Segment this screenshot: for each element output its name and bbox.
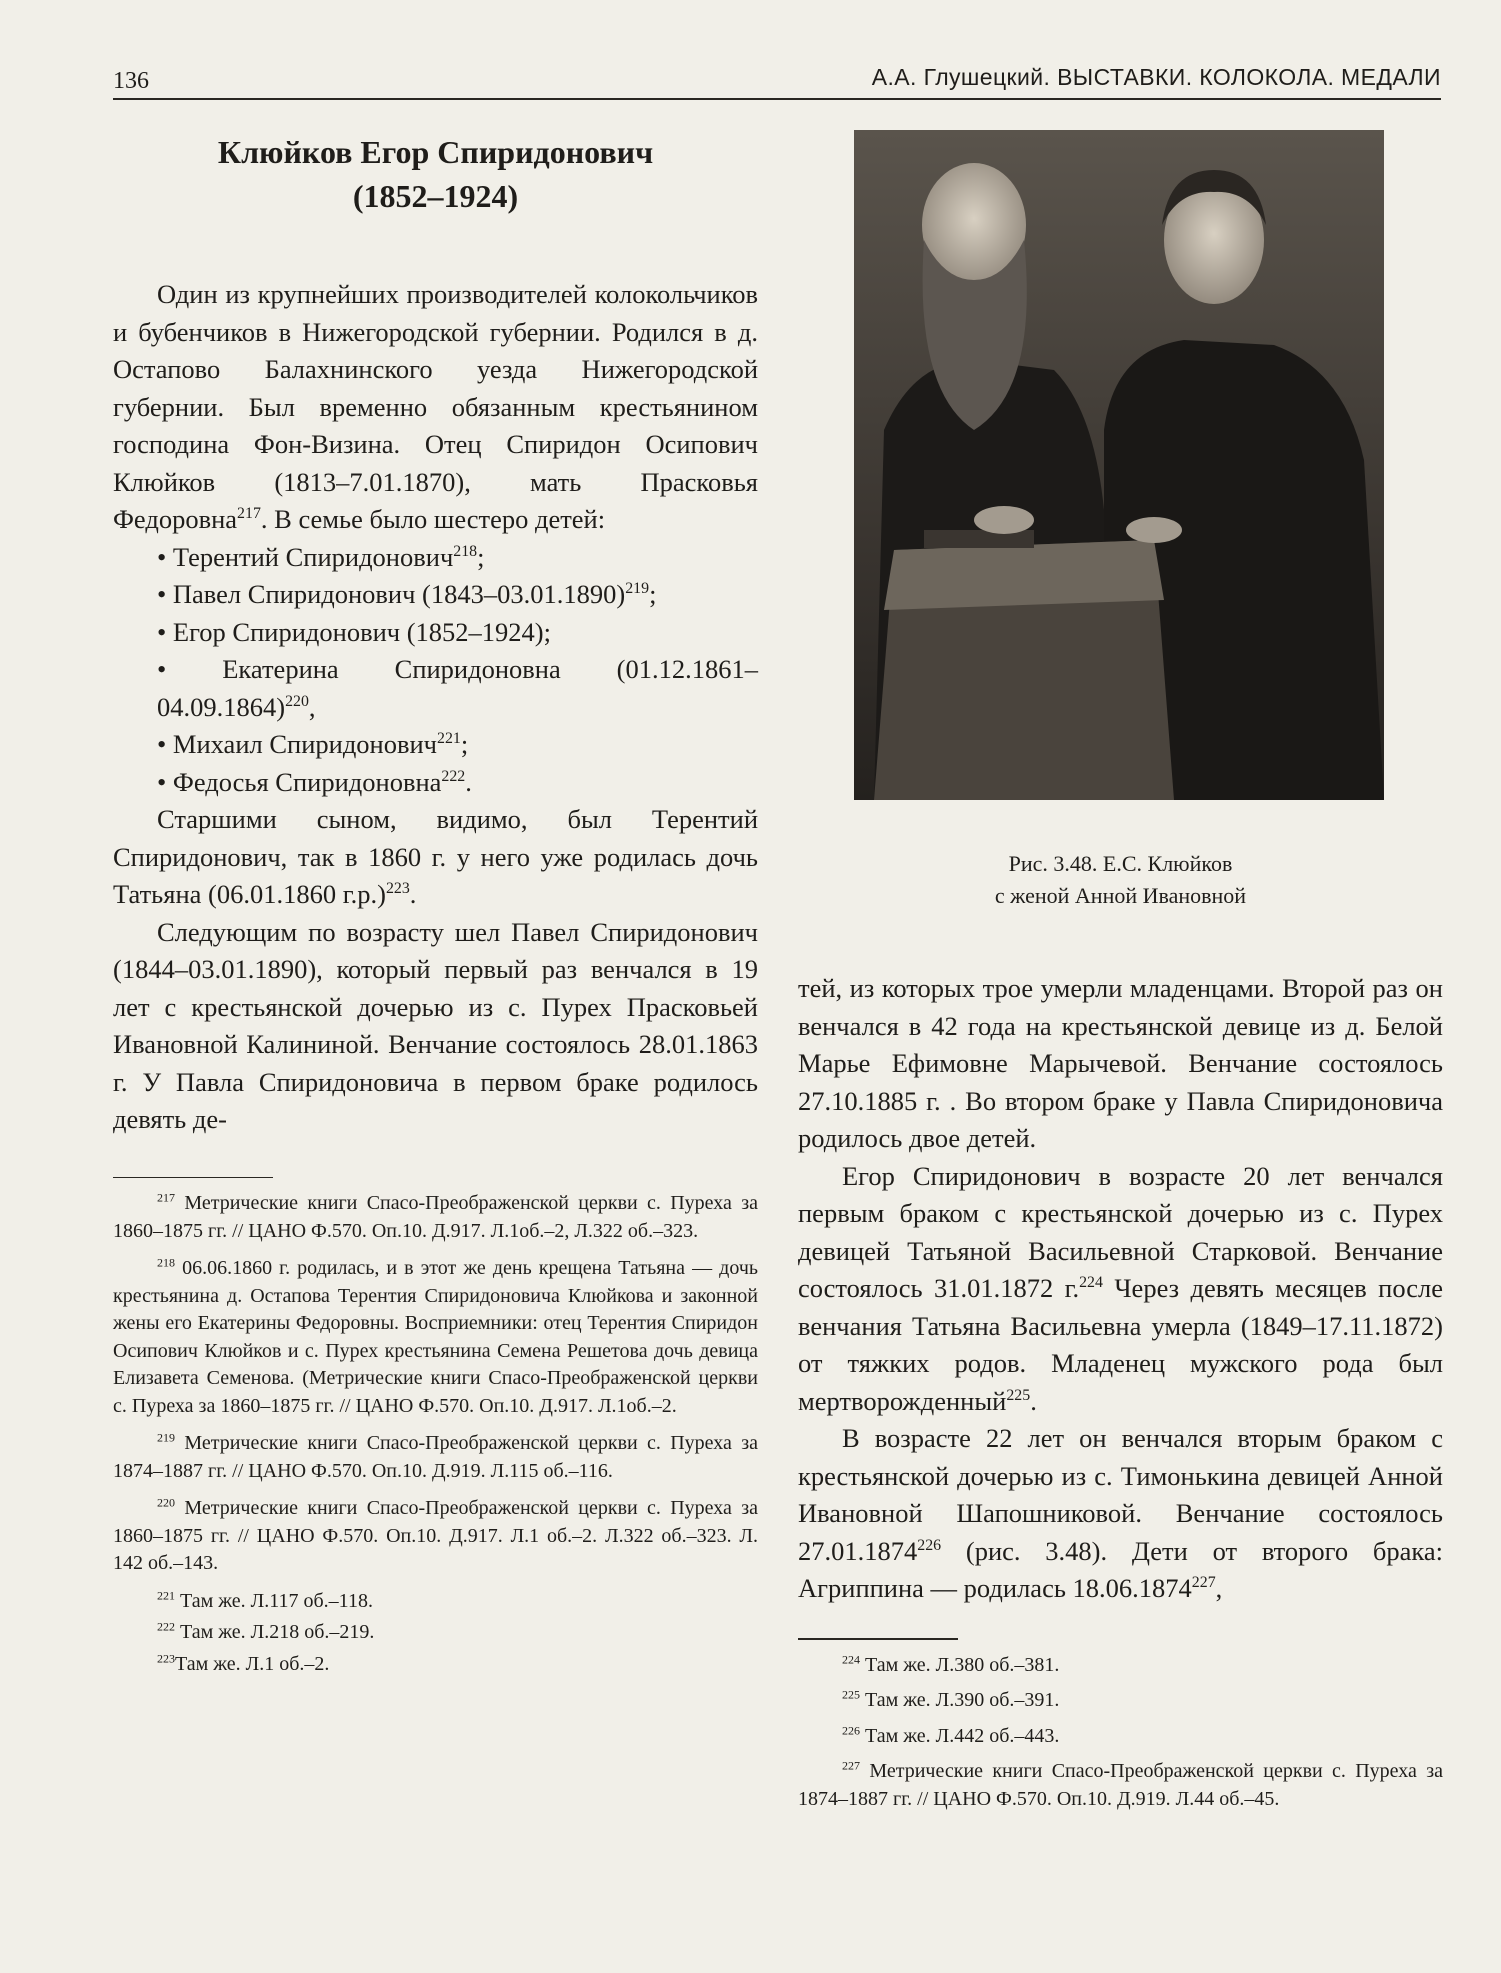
- footnote: $^{219}$ Метрические книги Спасо-Преображенской церкви с. Пуреха за 1874–1887 гг. // ЦАНО Ф.570. Оп.10. Д.919. Л.115 об.–116.: [113, 1430, 759, 1482]
- footnote: $^{222}$ Там же. Л.218 об.–219.: [157, 1619, 375, 1643]
- paragraph-terentiy: Старшими сыном, видимо, был Терентий Спиридонович, так в 1860 г. у него уже родилась дочь Татьяна (06.01.1860 г.р.)$^{223}$.: [113, 804, 758, 909]
- left-column: [113, 130, 758, 1688]
- page-number: 136: [113, 68, 149, 94]
- footnote: $^{220}$ Метрические книги Спасо-Преображенской церкви с. Пуреха за 1860–1875 гг. // ЦАНО Ф.570. Оп.10. Д.917. Л.1 об.–2. Л.322 об.–323. Л. 142 об.–143.: [113, 1495, 759, 1574]
- list-item: • Екатерина Спиридоновна $(01.12.1861-04.09.1864)^{220}$,: [113, 651, 758, 726]
- footnote-ref[interactable]: 219: [625, 580, 650, 598]
- right-body-text: [798, 970, 1443, 1608]
- running-header: [113, 58, 1441, 98]
- footnote-ref[interactable]: 221: [437, 730, 461, 748]
- list-item: • Павел Спиридонович $(1843-03.01.1890)^{219}$;: [113, 576, 758, 614]
- footnote-ref[interactable]: 223: [385, 880, 410, 898]
- paragraph-intro: Один из крупнейших производителей колокольчиков и бубенчиков в Нижегородской губернии. Родился в д. Остапово Балахнинского уезда Нижегородской губернии. Был временно обязанным крестьянином господина Фон-Визина. Отец Спиридон Осипович Клюйков (1813–7.01.1870), мать Прасковья Федоровна$^{217}$. В семье было шестеро детей:: [113, 279, 758, 534]
- list-item: • Михаил Спиридонович$^{221}$;: [113, 726, 758, 764]
- right-footnotes: [798, 1638, 1443, 1823]
- footnote-ref[interactable]: 218: [453, 542, 478, 560]
- biography-title: [113, 130, 758, 218]
- paragraph-pavel-cont: тей, из которых трое умерли младенцами. Второй раз он венчался в 42 года на крестьянской девице из д. Белой Марье Ефимовне Марычевой. Венчание состоялось 27.10.1885 г. . Во втором браке у Павла Спиридоновича родилось двое детей.: [798, 973, 1443, 1153]
- footnote-ref[interactable]: 227: [1191, 1574, 1216, 1592]
- left-footnotes: [113, 1177, 758, 1679]
- footnote-rule: [113, 1177, 273, 1179]
- footnote-rule: [798, 1638, 958, 1640]
- footnote-ref[interactable]: 222: [441, 767, 466, 785]
- left-body-text: [113, 276, 758, 1139]
- title-years: (1852–1924): [352, 178, 519, 214]
- footnote: $^{227}$ Метрические книги Спасо-Преображенской церкви с. Пуреха за 1874–1887 гг. // ЦАНО Ф.570. Оп.10. Д.919. Л.44 об.–45.: [798, 1758, 1444, 1810]
- footnote: $^{218}$ 06.06.1860 г. родилась, и в этот же день крещена Татьяна — дочь крестьянина д. Остапова Терентия Спиридоновича Клюйкова и законной жены его Екатерины Федоровны. Восприемники: отец Терентия Спиридон Осипович Клюйков и с. Пурех крестьянина Семена Решетова дочь девица Елизавета Семенова. (Метрические книги Спасо-Преображенской церкви с. Пуреха за 1860–1875 гг. // ЦАНО Ф.570. Оп.10. Д.917. Л.1об.–2.: [113, 1255, 758, 1417]
- footnote: $^{224}$ Там же. Л.380 об.–381.: [842, 1651, 1060, 1676]
- list-item: • Федосья Спиридоновна$^{222}$.: [113, 764, 758, 802]
- footnote: $^{221}$ Там же. Л.117 об.–118.: [157, 1587, 373, 1612]
- figure-caption: Рис. 3.48. Е.С. Клюйков с женой Анной Ивановной: [994, 851, 1247, 908]
- children-list: [113, 539, 758, 802]
- footnote: $^{226}$ Там же. Л.442 об.–443.: [842, 1722, 1060, 1747]
- footnote-ref[interactable]: 220: [285, 692, 309, 710]
- footnote: $^{225}$ Там же. Л.390 об.–391.: [842, 1687, 1060, 1711]
- paragraph-egor-first: Егор Спиридонович в возрасте 20 лет венчался первым браком с крестьянской дочерью из с. Пурех девицей Татьяной Васильевной Старковой. Венчание состоялось 31.01.1872 г.$^{224}$ Через девять месяцев после венчания Татьяна Васильевна умерла (1849–17.11.1872) от тяжких родов. Младенец мужского рода был мертворожденный$^{225}$.: [798, 1160, 1443, 1416]
- footnote-ref[interactable]: 225: [1006, 1386, 1031, 1404]
- footnote: $^{217}$ Метрические книги Спасо-Преображенской церкви с. Пуреха за 1860–1875 гг. // ЦАНО Ф.570. Оп.10. Д.917. Л.1об.–2, Л.322 об.–323.: [113, 1190, 759, 1242]
- couple-photo-image: [854, 130, 1384, 800]
- header-rule: [113, 98, 1441, 100]
- footnote-ref[interactable]: 217: [237, 505, 261, 523]
- footnote-ref[interactable]: 224: [1079, 1274, 1103, 1292]
- title-name: Клюйков Егор Спиридонович: [217, 134, 654, 170]
- running-title: А.А. Глушецкий. ВЫСТАВКИ. КОЛОКОЛА. МЕДАЛИ: [871, 64, 1441, 90]
- list-item: • Терентий Спиридонович$^{218}$;: [113, 539, 758, 577]
- footnote-ref[interactable]: 226: [917, 1536, 942, 1554]
- list-item: • Егор Спиридонович (1852–1924);: [113, 614, 758, 652]
- footnote: $^{223}$Там же. Л.1 об.–2.: [157, 1650, 330, 1675]
- paragraph-pavel: Следующим по возрасту шел Павел Спиридонович (1844–03.01.1890), который первый раз венчался в 19 лет с крестьянской дочерью из с. Пурех Прасковьей Ивановной Калининой. Венчание состоялось 28.01.1863 г. У Павла Спиридоновича в первом браке родилось девять де-: [113, 916, 758, 1134]
- portrait-photo: [854, 130, 1384, 800]
- paragraph-egor-second: В возрасте 22 лет он венчался вторым браком с крестьянской дочерью из с. Тимонькина девицей Анной Ивановной Шапошниковой. Венчание состоялось 27.01.1874$^{226}$ (рис. 3.48). Дети от второго брака: Агриппина — родилась 18.06.1874$^{227}$,: [798, 1423, 1443, 1603]
